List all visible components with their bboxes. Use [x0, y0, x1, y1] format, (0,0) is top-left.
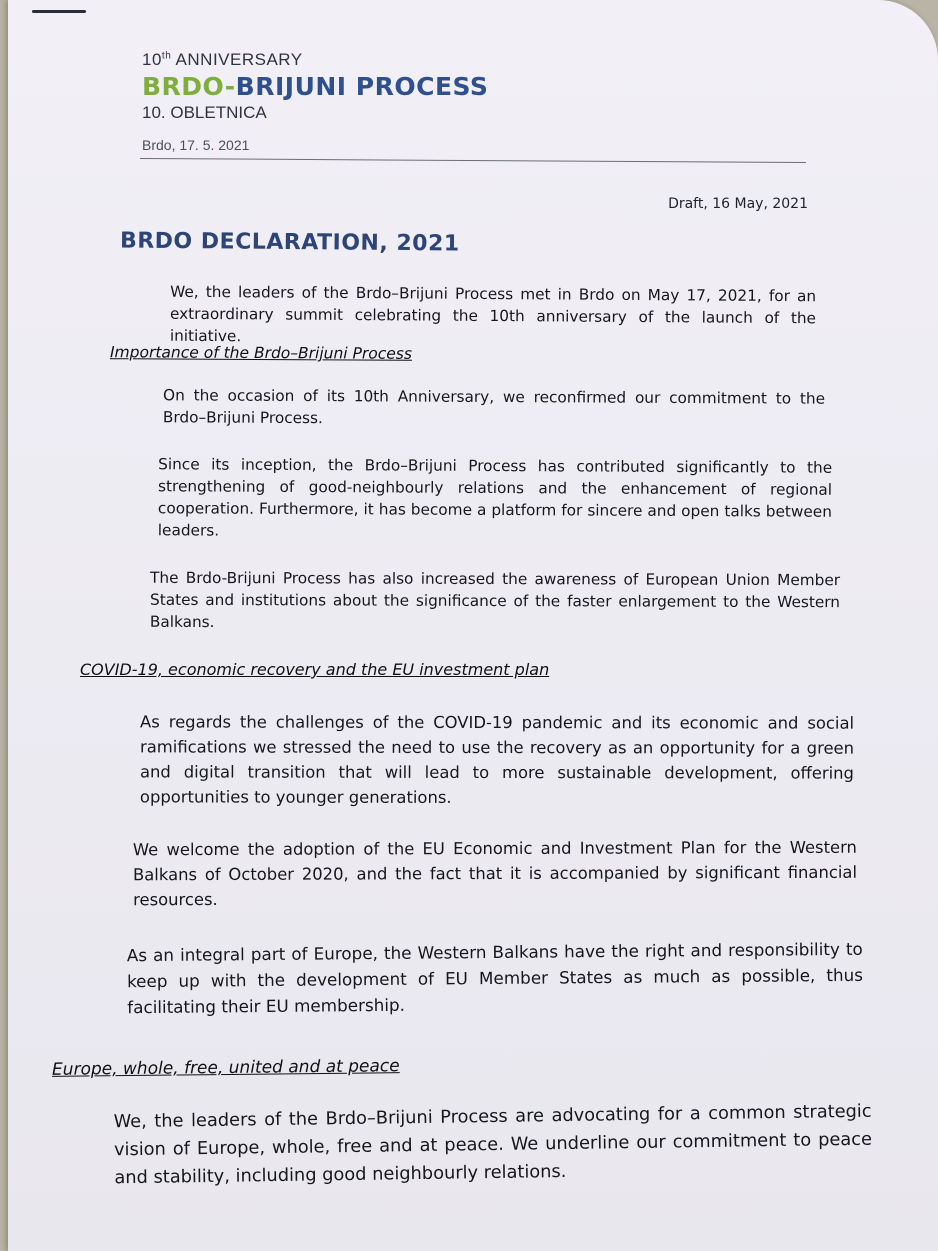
paragraph: As an integral part of Europe, the Western Balkans have the right and responsibility to keep up with the development of EU Member States as much as possible, thus facilitating their EU membership. — [126, 938, 864, 1018]
section-heading-europe: Europe, whole, free, united and at peace — [51, 1056, 400, 1080]
intro-paragraph: We, the leaders of the Brdo–Brijuni Process met in Brdo on May 17, 2021, for an extraordinary summit celebrating the 10th anniversary of the launch of the initiative. — [169, 282, 817, 346]
anniversary-logo — [142, 50, 488, 153]
paragraph: On the occasion of its 10th Anniversary, we reconfirmed our commitment to the Brdo–Brijuni Process. — [162, 386, 826, 428]
paragraph: We welcome the adoption of the EU Economic and Investment Plan for the Western Balkans of October 2020, and the fact that it is accompanied by significant financial resources. — [132, 837, 858, 910]
logo-brdo: BRDO- — [142, 72, 236, 101]
draft-date: Draft, 16 May, 2021 — [668, 196, 808, 212]
anniversary-word: ANNIVERSARY — [171, 50, 303, 69]
anniversary-suffix: th — [161, 50, 172, 62]
pen-mark — [32, 10, 86, 13]
logo-brijuni-process: BRIJUNI PROCESS — [235, 72, 489, 101]
section-heading-covid: COVID-19, economic recovery and the EU investment plan — [80, 660, 550, 679]
paragraph: The Brdo-Brijuni Process has also increased the awareness of European Union Member States and institutions about the significance of the faster enlargement to the Western Balkans. — [149, 568, 841, 632]
document-title: BRDO DECLARATION, 2021 — [119, 228, 460, 257]
paragraph: Since its inception, the Brdo–Brijuni Process has contributed significantly to the strengthening of good-neighbourly relations and the enhancement of regional cooperation. Furthermore, it has become a platform for sincere and open talks between leaders. — [157, 455, 833, 540]
section-heading-importance: Importance of the Brdo–Brijuni Process — [109, 343, 413, 363]
paragraph: As regards the challenges of the COVID-19 pandemic and its economic and social ramifications we stressed the need to use the recovery as an opportunity for a green and digital transition that will lead to more sustainable development, offering opportunities to younger generations. — [139, 712, 855, 807]
logo-anniversary-line — [142, 50, 488, 70]
anniversary-number: 10 — [142, 50, 162, 69]
logo-process-name — [142, 72, 488, 101]
paragraph: We, the leaders of the Brdo–Brijuni Process are advocating for a common strategic vision of Europe, whole, free and at peace. We underline our commitment to peace and stability, including good neighbourly relations. — [113, 1100, 873, 1189]
logo-obletnica: 10. OBLETNICA — [142, 103, 267, 122]
logo-place-date: Brdo, 17. 5. 2021 — [142, 137, 250, 153]
